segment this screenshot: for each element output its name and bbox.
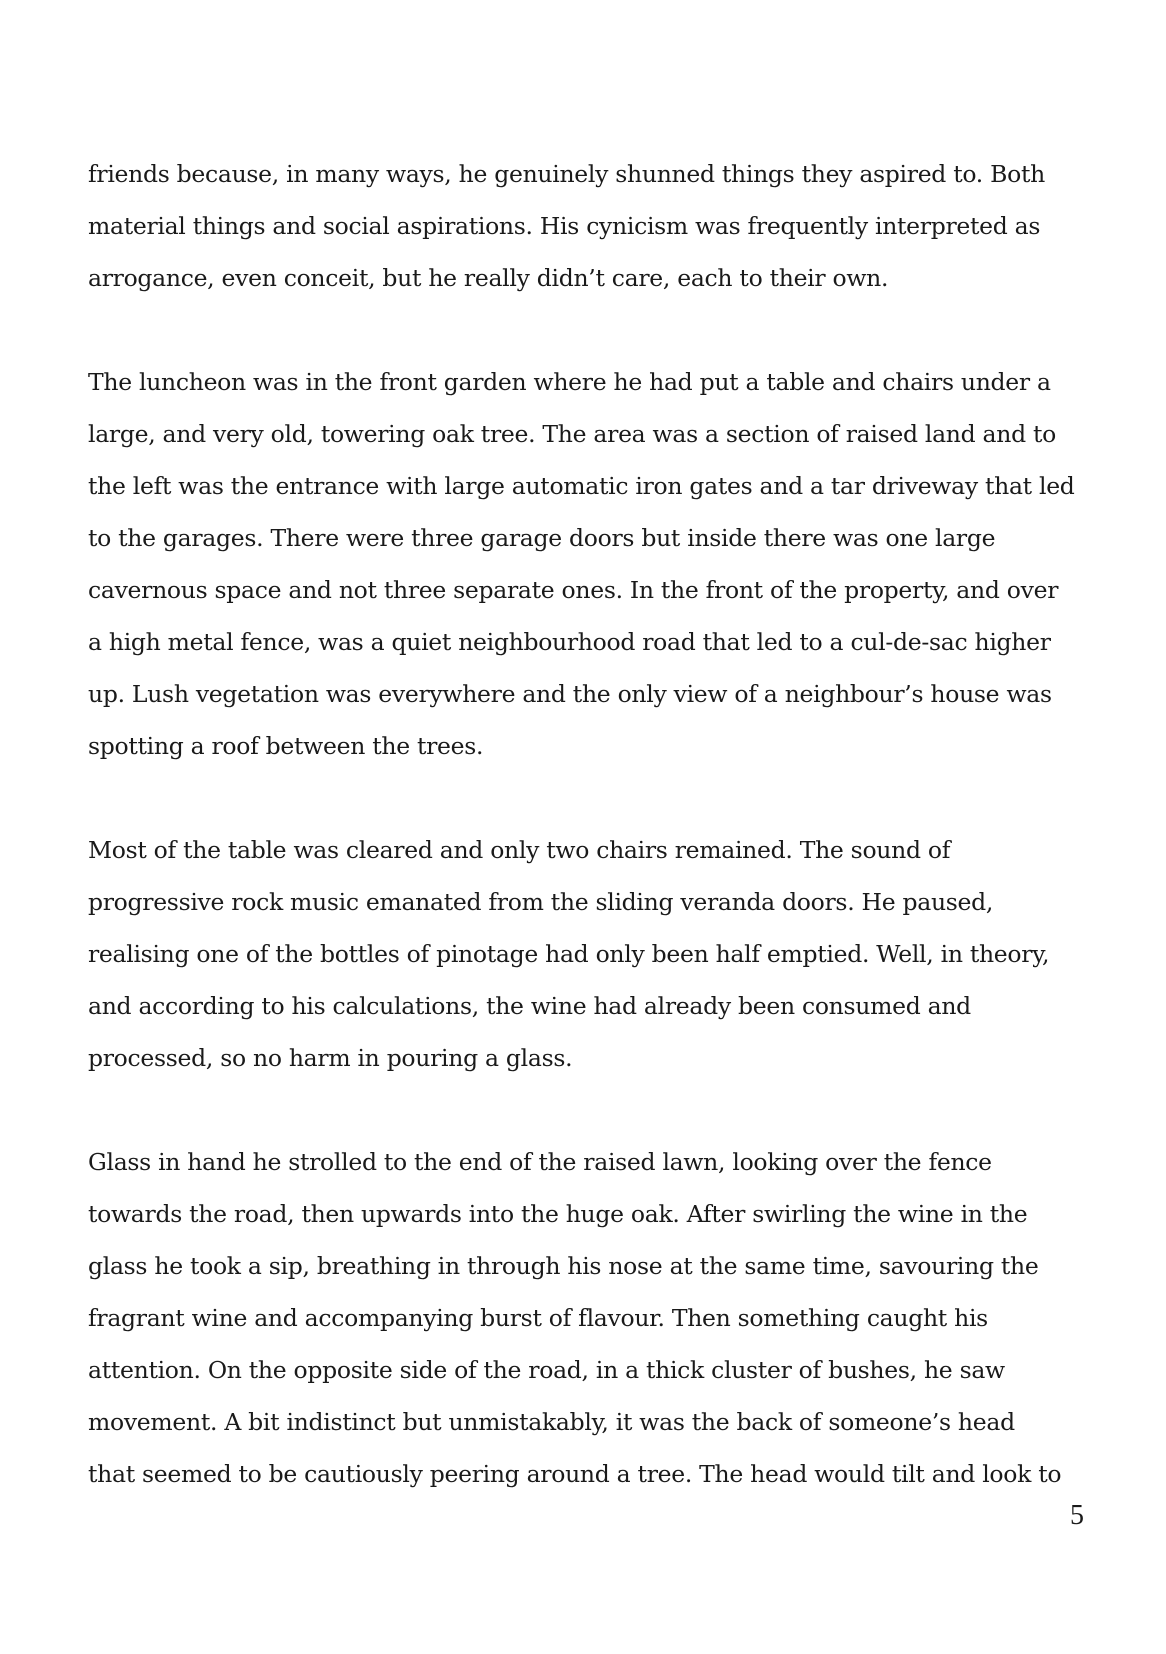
text-line: and according to his calculations, the wine had already been consumed and xyxy=(88,992,971,1020)
text-line: arrogance, even conceit, but he really didn’t care, each to their own. xyxy=(88,264,889,292)
text-line: realising one of the bottles of pinotage had only been half emptied. Well, in theory, xyxy=(88,940,1050,968)
text-line: Glass in hand he strolled to the end of the raised lawn, looking over the fence xyxy=(88,1148,992,1176)
text-line: material things and social aspirations. His cynicism was frequently interpreted as xyxy=(88,212,1041,240)
paragraph xyxy=(88,824,1088,1084)
paragraph xyxy=(88,148,1088,304)
paragraph-gap xyxy=(88,772,1088,824)
body-text xyxy=(88,148,1088,1500)
text-line: friends because, in many ways, he genuinely shunned things they aspired to. Both xyxy=(88,160,1045,188)
text-line: glass he took a sip, breathing in through his nose at the same time, savouring the xyxy=(88,1252,1039,1280)
paragraph xyxy=(88,1136,1088,1500)
text-line: the left was the entrance with large automatic iron gates and a tar driveway that led xyxy=(88,472,1075,500)
text-line: processed, so no harm in pouring a glass. xyxy=(88,1044,573,1072)
text-line: movement. A bit indistinct but unmistakably, it was the back of someone’s head xyxy=(88,1408,1015,1436)
text-line: cavernous space and not three separate ones. In the front of the property, and over xyxy=(88,576,1059,604)
paragraph xyxy=(88,356,1088,772)
text-line: fragrant wine and accompanying burst of flavour. Then something caught his xyxy=(88,1304,988,1332)
text-line: towards the road, then upwards into the huge oak. After swirling the wine in the xyxy=(88,1200,1028,1228)
text-line: large, and very old, towering oak tree. The area was a section of raised land and to xyxy=(88,420,1057,448)
page-number: 5 xyxy=(1070,1500,1084,1531)
text-line: Most of the table was cleared and only two chairs remained. The sound of xyxy=(88,836,951,864)
paragraph-gap xyxy=(88,1084,1088,1136)
text-line: The luncheon was in the front garden where he had put a table and chairs under a xyxy=(88,368,1051,396)
text-line: a high metal fence, was a quiet neighbourhood road that led to a cul-de-sac higher xyxy=(88,628,1051,656)
text-line: to the garages. There were three garage doors but inside there was one large xyxy=(88,524,996,552)
text-line: spotting a roof between the trees. xyxy=(88,732,484,760)
text-line: that seemed to be cautiously peering around a tree. The head would tilt and look to xyxy=(88,1460,1062,1488)
text-line: up. Lush vegetation was everywhere and the only view of a neighbour’s house was xyxy=(88,680,1052,708)
text-line: attention. On the opposite side of the road, in a thick cluster of bushes, he saw xyxy=(88,1356,1005,1384)
paragraph-gap xyxy=(88,304,1088,356)
text-line: progressive rock music emanated from the sliding veranda doors. He paused, xyxy=(88,888,994,916)
